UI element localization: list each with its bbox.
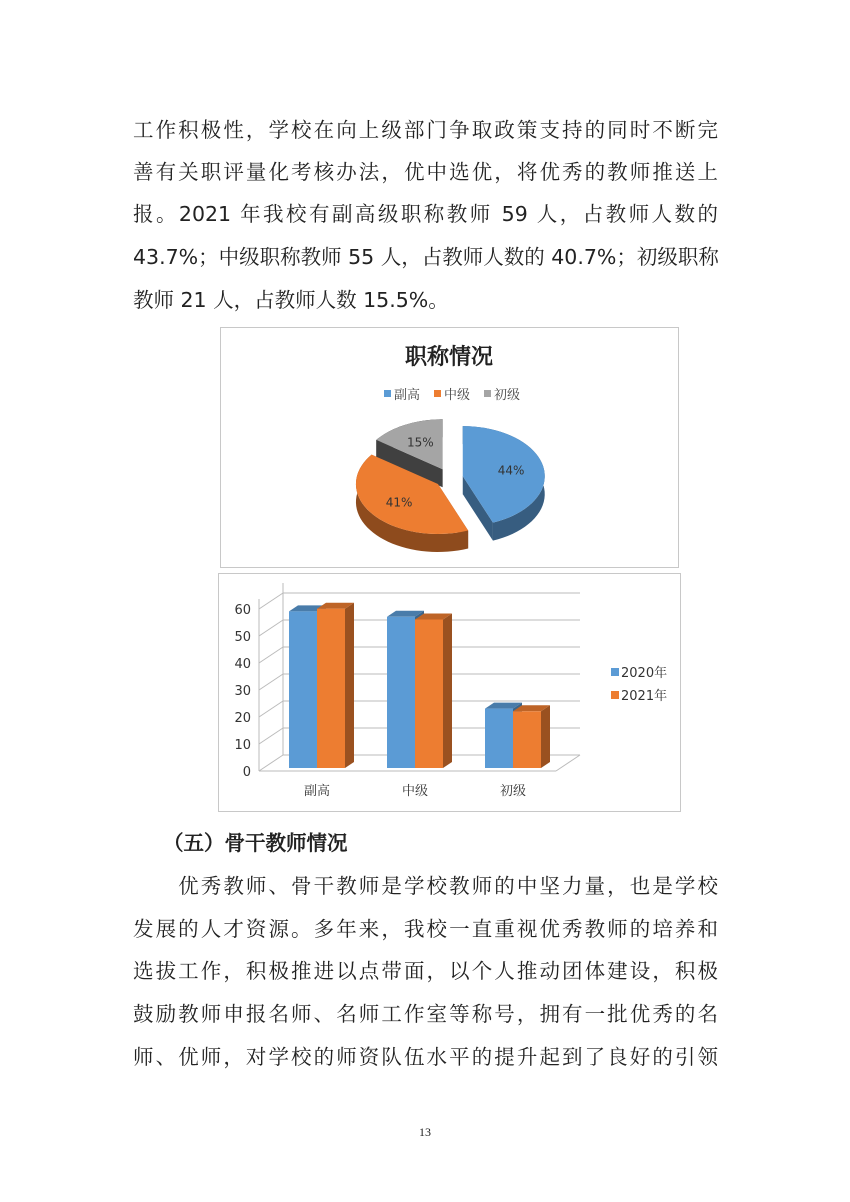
x-tick-label: 初级 (499, 784, 527, 799)
page-number: 13 (419, 1125, 431, 1139)
bar-2021年-中级 (415, 620, 443, 769)
x-tick-label: 中级 (401, 784, 429, 799)
pie-slices (356, 419, 545, 552)
gridline-side (259, 701, 283, 717)
y-tick-label: 40 (234, 657, 251, 672)
text-line: 教师 21 人，占教师人数 15.5%。 (133, 288, 449, 312)
bar-chart-svg (219, 574, 680, 811)
pie-chart (220, 327, 679, 568)
legend-swatch (434, 390, 441, 397)
gridline-side (259, 647, 283, 663)
y-tick-label: 60 (234, 603, 251, 618)
text-line: 鼓励教师申报名师、名师工作室等称号，拥有一批优秀的名 (133, 1002, 718, 1026)
pie-legend (384, 387, 520, 403)
pie-title: 职称情况 (404, 345, 494, 370)
legend-label: 中级 (444, 388, 471, 403)
gridline-side (259, 755, 283, 771)
legend-swatch (611, 668, 619, 676)
floor-edge (556, 755, 580, 771)
text-line: 报。2021 年我校有副高级职称教师 59 人，占教师人数的 (133, 202, 718, 226)
text-line: 发展的人才资源。多年来，我校一直重视优秀教师的培养和 (133, 917, 718, 941)
y-tick-label: 50 (234, 630, 251, 645)
pie-chart-svg (221, 328, 678, 567)
y-tick-label: 30 (234, 684, 251, 699)
pie-data-label: 41% (385, 495, 413, 510)
legend-swatch (384, 390, 391, 397)
legend-label: 初级 (494, 388, 521, 403)
y-tick-label: 20 (234, 711, 251, 726)
bar-side (345, 603, 354, 768)
pie-data-label: 44% (497, 463, 525, 478)
y-tick-label: 0 (242, 765, 251, 780)
y-tick-label: 10 (234, 738, 251, 753)
bar-2020年-副高 (289, 611, 317, 768)
bar-2021年-初级 (513, 711, 541, 768)
bar-2020年-中级 (387, 617, 415, 768)
legend-label: 2020年 (621, 666, 668, 681)
legend-swatch (484, 390, 491, 397)
x-tick-label: 副高 (303, 784, 331, 799)
text-line: 工作积极性，学校在向上级部门争取政策支持的同时不断完 (133, 118, 718, 142)
text-line: 优秀教师、骨干教师是学校教师的中坚力量，也是学校 (133, 874, 718, 898)
legend-swatch (611, 691, 619, 699)
text-line: 师、优师，对学校的师资队伍水平的提升起到了良好的引领 (133, 1045, 718, 1069)
bar-2020年-初级 (485, 709, 513, 768)
gridline-side (259, 593, 283, 609)
bar-2021年-副高 (317, 609, 345, 768)
legend-label: 2021年 (621, 689, 668, 704)
gridline-side (259, 674, 283, 690)
gridline-side (259, 620, 283, 636)
gridline-side (259, 728, 283, 744)
text-line: 选拔工作，积极推进以点带面，以个人推动团体建设，积极 (133, 959, 718, 983)
bar-side (541, 705, 550, 768)
text-line: 善有关职评量化考核办法，优中选优，将优秀的教师推送上 (133, 160, 718, 184)
pie-data-label: 15% (406, 435, 434, 450)
bar-side (443, 614, 452, 769)
bar-chart (218, 573, 681, 812)
section-heading: （五）骨干教师情况 (163, 831, 348, 855)
legend-label: 副高 (394, 388, 421, 403)
text-line: 43.7%；中级职称教师 55 人，占教师人数的 40.7%；初级职称 (133, 245, 719, 269)
